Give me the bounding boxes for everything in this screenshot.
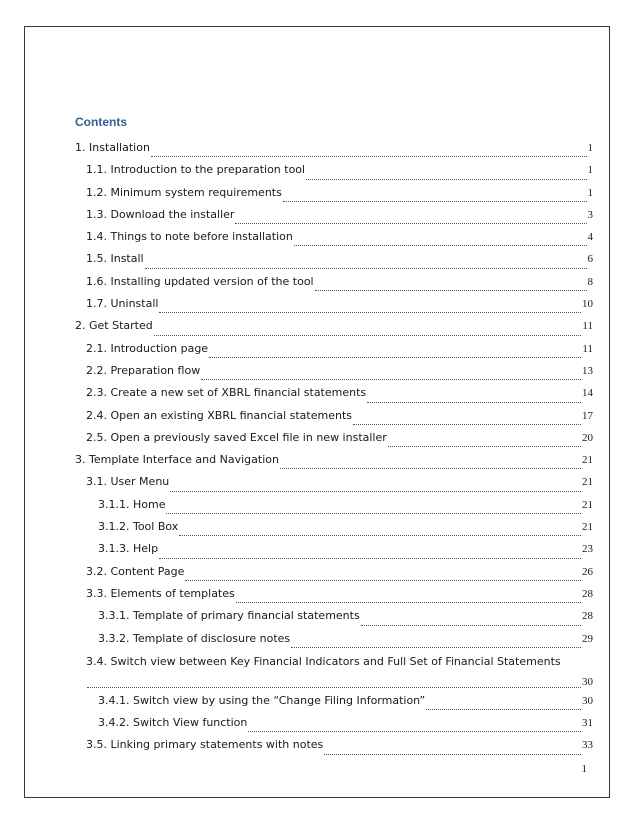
toc-entry[interactable] xyxy=(75,475,593,497)
toc-entry[interactable] xyxy=(75,252,593,274)
toc-entry[interactable] xyxy=(75,297,593,319)
toc-entry-page: 30 xyxy=(582,675,593,688)
toc-entry-page: 26 xyxy=(582,565,593,578)
toc-entry-page: 11 xyxy=(582,342,593,355)
toc-entry[interactable] xyxy=(75,275,593,297)
toc-entry-text: 1.6. Installing updated version of the tool xyxy=(86,274,314,288)
toc-entry-text: 3.3. Elements of templates xyxy=(86,586,235,600)
toc-entry-text: 2.4. Open an existing XBRL financial statements xyxy=(86,408,352,422)
toc-leader-dots xyxy=(179,534,581,536)
toc-leader-dots xyxy=(185,579,581,581)
toc-entry-text: 2.5. Open a previously saved Excel file in new installer xyxy=(86,430,387,444)
toc-entry-page: 4 xyxy=(587,231,593,244)
toc-entry-page: 1 xyxy=(587,142,593,154)
toc-leader-dots xyxy=(324,753,581,755)
toc-entry[interactable] xyxy=(75,587,593,609)
toc-entry-text: 3.1.2. Tool Box xyxy=(98,520,179,534)
toc-leader-dots xyxy=(170,490,581,492)
toc-entry[interactable] xyxy=(75,632,593,654)
toc-entry-text: 3.3.1. Template of primary financial statements xyxy=(98,609,360,623)
toc-entry[interactable] xyxy=(75,565,593,587)
toc-entry[interactable] xyxy=(75,542,593,564)
toc-entry-text: 2.2. Preparation flow xyxy=(86,363,201,377)
toc-entry-page: 23 xyxy=(582,543,593,556)
toc-entry-page: 8 xyxy=(587,275,593,288)
toc-entry[interactable] xyxy=(75,163,593,185)
toc-entry-page: 10 xyxy=(582,298,593,311)
toc-entry[interactable] xyxy=(75,738,593,760)
toc-entry-text: 1.1. Introduction to the preparation tool xyxy=(86,163,306,177)
toc-entry-text: 3.1.3. Help xyxy=(98,542,159,556)
toc-leader-dots xyxy=(201,378,581,380)
toc-leader-dots xyxy=(248,730,581,732)
toc-entry-page: 3 xyxy=(587,208,593,221)
toc-entry-page: 33 xyxy=(582,739,593,752)
toc-entry-text: 1.4. Things to note before installation xyxy=(86,230,293,244)
toc-leader-dots xyxy=(426,708,581,710)
toc-entry-page: 21 xyxy=(582,476,593,489)
toc-entry-text: 3.2. Content Page xyxy=(86,564,185,578)
toc-entry-text: 3.4.2. Switch View function xyxy=(98,716,248,730)
toc-entry-page: 13 xyxy=(582,364,593,377)
toc-entry[interactable] xyxy=(75,609,593,631)
toc-entry-page: 14 xyxy=(582,387,593,400)
toc-entry-page: 20 xyxy=(582,431,593,444)
toc-leader-dots xyxy=(145,267,587,269)
toc-entry-text: 1.7. Uninstall xyxy=(86,297,159,311)
toc-entry[interactable] xyxy=(75,453,593,475)
toc-entry-page: 1 xyxy=(587,164,593,177)
toc-leader-dots xyxy=(283,200,587,202)
toc-entry-text: 2.3. Create a new set of XBRL financial statements xyxy=(86,386,367,400)
toc-leader-dots xyxy=(154,334,582,336)
toc-entry-text: 1. Installation xyxy=(75,141,150,154)
toc-leader-dots xyxy=(361,624,581,626)
toc-leader-dots xyxy=(388,445,581,447)
toc-leader-dots xyxy=(306,178,586,180)
contents-heading: Contents xyxy=(75,115,127,129)
toc-entry[interactable] xyxy=(75,498,593,520)
toc-entry-page: 17 xyxy=(582,409,593,422)
toc-entry-text: 3.3.2. Template of disclosure notes xyxy=(98,631,291,645)
toc-leader-dots xyxy=(159,311,581,313)
toc-entry[interactable] xyxy=(75,520,593,542)
toc-entry-text: 3. Template Interface and Navigation xyxy=(75,453,279,467)
toc-entry-page: 21 xyxy=(582,498,593,511)
toc-entry-text: 2. Get Started xyxy=(75,319,153,333)
toc-entry-text: 3.1.1. Home xyxy=(98,497,166,511)
toc-leader-dots xyxy=(236,601,581,603)
toc-entry-text: 3.4. Switch view between Key Financial Indicators and Full Set of Financial Statements xyxy=(86,654,561,668)
toc-entry[interactable] xyxy=(75,386,593,408)
toc-entry[interactable] xyxy=(75,409,593,431)
toc-entry[interactable] xyxy=(75,342,593,364)
toc-entry-text: 3.1. User Menu xyxy=(86,475,170,489)
toc-leader-dots xyxy=(315,289,587,291)
toc-entry-text: 1.5. Install xyxy=(86,252,144,266)
toc-entry-text: 1.3. Download the installer xyxy=(86,207,235,221)
toc-leader-dots xyxy=(166,512,581,514)
toc-entry[interactable] xyxy=(75,141,593,163)
toc-entry-page: 28 xyxy=(582,610,593,623)
toc-leader-dots xyxy=(291,646,581,648)
toc-entry-page: 29 xyxy=(582,632,593,645)
toc-entry-page: 30 xyxy=(582,694,593,707)
toc-entry-text: 3.5. Linking primary statements with notes xyxy=(86,738,324,752)
toc-entry-text: 2.1. Introduction page xyxy=(86,341,209,355)
toc-entry[interactable] xyxy=(75,186,593,208)
toc-entry[interactable] xyxy=(75,694,593,716)
document-page xyxy=(24,26,610,798)
toc-entry[interactable] xyxy=(75,208,593,230)
toc-entry-page: 28 xyxy=(582,587,593,600)
toc-entry-page: 1 xyxy=(587,186,593,199)
toc-entry-page: 21 xyxy=(582,454,593,467)
toc-leader-dots xyxy=(294,244,587,246)
page-number: 1 xyxy=(581,763,587,775)
toc-entry-page: 21 xyxy=(582,521,593,534)
toc-entry[interactable] xyxy=(75,230,593,252)
toc-entry[interactable] xyxy=(75,364,593,386)
toc-leader-dots xyxy=(209,356,581,358)
toc-leader-dots xyxy=(353,423,581,425)
toc-entry-text: 3.4.1. Switch view by using the “Change Filing Information” xyxy=(98,693,426,707)
toc-leader-dots xyxy=(151,155,587,157)
toc-entry-text: 1.2. Minimum system requirements xyxy=(86,185,282,199)
toc-entry-page: 6 xyxy=(587,253,593,266)
toc-leader-dots xyxy=(367,401,581,403)
toc-entry[interactable] xyxy=(75,319,593,341)
toc-leader-dots xyxy=(280,467,581,469)
toc-leader-dots xyxy=(159,557,581,559)
toc-entry-page: 31 xyxy=(582,717,593,730)
table-of-contents xyxy=(75,141,593,761)
toc-leader-dots xyxy=(87,686,581,688)
toc-entry[interactable] xyxy=(75,654,593,694)
toc-entry[interactable] xyxy=(75,431,593,453)
toc-entry[interactable] xyxy=(75,716,593,738)
toc-leader-dots xyxy=(235,222,586,224)
toc-entry-page: 11 xyxy=(582,320,593,333)
